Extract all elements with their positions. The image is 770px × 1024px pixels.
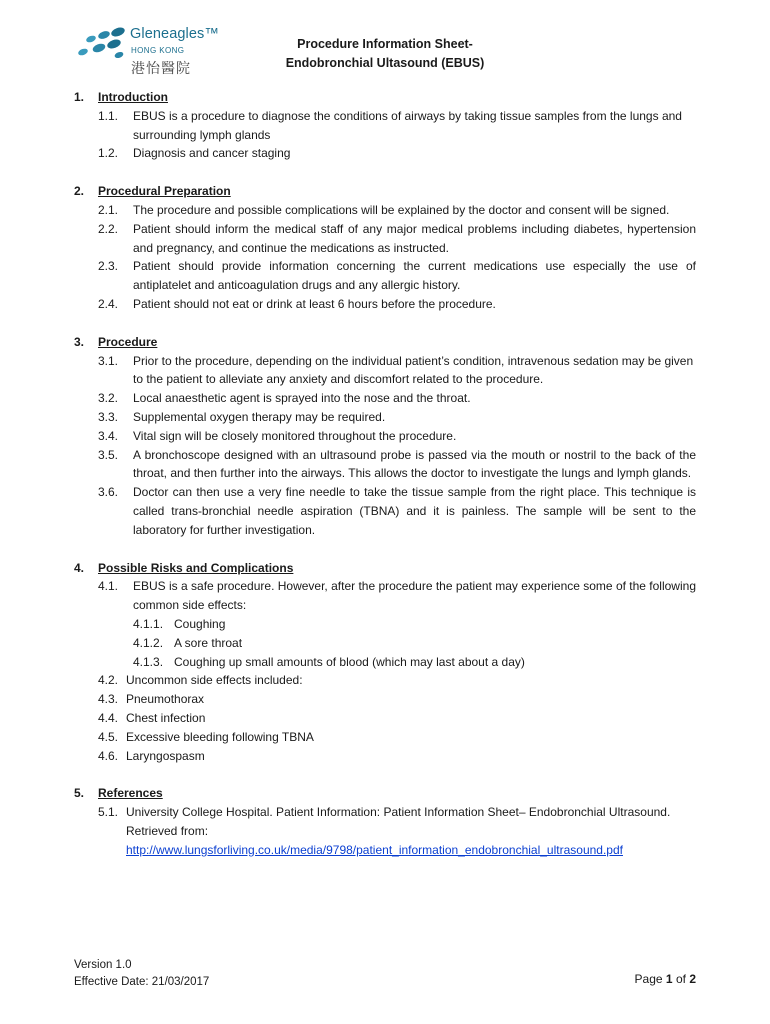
section-heading: [74, 784, 696, 803]
item-number: 3.6.: [98, 485, 119, 500]
reference-entry: [126, 803, 696, 859]
section-procedure: [74, 333, 696, 540]
section-heading: [74, 333, 696, 352]
page-total: 2: [689, 972, 696, 986]
page-of: of: [675, 972, 686, 986]
list-item: [74, 615, 696, 634]
section-heading: [74, 559, 696, 578]
document-body: [74, 88, 696, 878]
section-heading: [74, 88, 696, 107]
document-title-line1: Procedure Information Sheet-: [297, 37, 473, 51]
logo-chinese-name: 港怡醫院: [131, 60, 191, 76]
reference-link[interactable]: http://www.lungsforliving.co.uk/media/9798/patient_information_endobronchial_ultrasound.pdf: [126, 842, 623, 857]
item-text: The procedure and possible complications will be explained by the doctor and consent will be signed.: [133, 202, 670, 217]
section-title: Introduction: [98, 90, 168, 104]
list-item: [74, 671, 696, 690]
item-number: 2.3.: [98, 259, 119, 274]
logo-name: Gleneagles™: [130, 26, 219, 42]
section-title: References: [98, 786, 163, 801]
page-word: Page: [634, 972, 663, 986]
list-item: [74, 577, 696, 615]
list-item: [74, 408, 696, 427]
item-text: EBUS is a safe procedure. However, after the procedure the patient may experience some of the following common side effects:: [133, 579, 696, 613]
item-text: Coughing up small amounts of blood (which may last about a day): [174, 654, 525, 669]
page-number: [635, 972, 696, 986]
footer-version-info: [74, 957, 209, 991]
list-item: [74, 144, 696, 163]
item-text: Excessive bleeding following TBNA: [126, 729, 314, 744]
item-text: Doctor can then use a very fine needle to take the tissue sample from the right place. This technique is called trans-bronchial needle aspiration (TBNA) and it is painless. The sample will be sent to the laboratory for further investigation.: [133, 485, 696, 537]
item-text: A bronchoscope designed with an ultrasound probe is passed via the mouth or nostril to the back of the throat, and then further into the airways. This allows the doctor to investigate the lungs and lymph glands.: [133, 447, 696, 481]
item-text: Diagnosis and cancer staging: [133, 146, 291, 161]
section-title: Procedure: [98, 334, 158, 349]
item-number: 4.2.: [98, 673, 119, 688]
list-item: [74, 803, 696, 859]
list-item: [74, 107, 696, 145]
item-number: 3.2.: [98, 391, 119, 406]
item-text: Vital sign will be closely monitored throughout the procedure.: [133, 428, 457, 443]
item-text: Patient should not eat or drink at least 6 hours before the procedure.: [133, 296, 496, 311]
item-number: 3.4.: [98, 428, 119, 443]
item-number: 1.2.: [98, 146, 119, 161]
list-item: [74, 634, 696, 653]
section-number: 5.: [74, 786, 85, 801]
item-number: 5.1.: [98, 805, 119, 820]
item-text: Laryngospasm: [126, 748, 205, 763]
list-item: [74, 427, 696, 446]
item-number: 2.2.: [98, 221, 119, 236]
section-references: [74, 784, 696, 859]
item-number: 4.1.1.: [133, 616, 164, 631]
list-item: [74, 747, 696, 766]
item-number: 4.1.3.: [133, 654, 164, 669]
section-number: 3.: [74, 334, 85, 349]
item-text: Coughing: [174, 616, 226, 631]
item-number: 4.4.: [98, 710, 119, 725]
page-current: 1: [665, 972, 673, 986]
item-text: Chest infection: [126, 710, 206, 725]
list-item: [74, 709, 696, 728]
version-label: Version 1.0: [74, 959, 132, 971]
list-item: [74, 483, 696, 539]
item-text: Supplemental oxygen therapy may be required.: [133, 409, 386, 424]
list-item: [74, 389, 696, 408]
list-item: [74, 295, 696, 314]
section-title: Possible Risks and Complications: [98, 560, 294, 575]
item-number: 2.1.: [98, 202, 119, 217]
item-number: 3.3.: [98, 409, 119, 424]
section-number: 4.: [74, 560, 85, 575]
item-number: 4.6.: [98, 748, 119, 763]
item-number: 4.1.2.: [133, 635, 164, 650]
section-procedural-preparation: [74, 182, 696, 314]
item-number: 3.1.: [98, 353, 119, 368]
item-text: Patient should provide information concerning the current medications use especially the use of antiplatelet and anticoagulation drugs and any allergic history.: [133, 259, 696, 293]
item-number: 2.4.: [98, 296, 119, 311]
section-number: 2.: [74, 184, 85, 199]
item-number: 4.5.: [98, 729, 119, 744]
item-number: 4.3.: [98, 692, 119, 707]
section-number: 1.: [74, 90, 85, 104]
list-item: [74, 352, 696, 390]
item-number: 3.5.: [98, 447, 119, 462]
list-item: [74, 201, 696, 220]
list-item: [74, 653, 696, 672]
item-text: Pneumothorax: [126, 692, 205, 707]
document-title-line2: Endobronchial Ultasound (EBUS): [285, 56, 485, 70]
item-number: 4.1.: [98, 579, 119, 594]
list-item: [74, 220, 696, 258]
list-item: [74, 257, 696, 295]
list-item: [74, 728, 696, 747]
list-item: [74, 446, 696, 484]
section-title: Procedural Preparation: [98, 184, 231, 199]
gleneagles-logo: [74, 24, 224, 80]
list-item: [74, 690, 696, 709]
item-text: University College Hospital. Patient Information: Patient Information Sheet– Endobronchial Ultrasound. Retrieved from:: [126, 805, 671, 838]
section-possible-risks: [74, 559, 696, 766]
section-heading: [74, 182, 696, 201]
logo-dots-icon: [74, 26, 128, 60]
item-text: Local anaesthetic agent is sprayed into the nose and the throat.: [133, 391, 471, 406]
section-introduction: [74, 88, 696, 163]
effective-date: Effective Date: 21/03/2017: [74, 976, 210, 988]
logo-region: HONG KONG: [131, 46, 185, 55]
item-text: Uncommon side effects included:: [126, 673, 303, 688]
item-text: EBUS is a procedure to diagnose the conditions of airways by taking tissue samples from the lungs and surrounding lymph glands: [133, 108, 682, 142]
item-text: Patient should inform the medical staff of any major medical problems including diabetes, hypertension and pregnancy, and continue the medications as instructed.: [133, 221, 696, 255]
item-text: Prior to the procedure, depending on the individual patient’s condition, intravenous sedation may be given to the patient to alleviate any anxiety and discomfort related to the procedure.: [133, 353, 694, 387]
item-text: A sore throat: [174, 635, 243, 650]
item-number: 1.1.: [98, 108, 119, 123]
